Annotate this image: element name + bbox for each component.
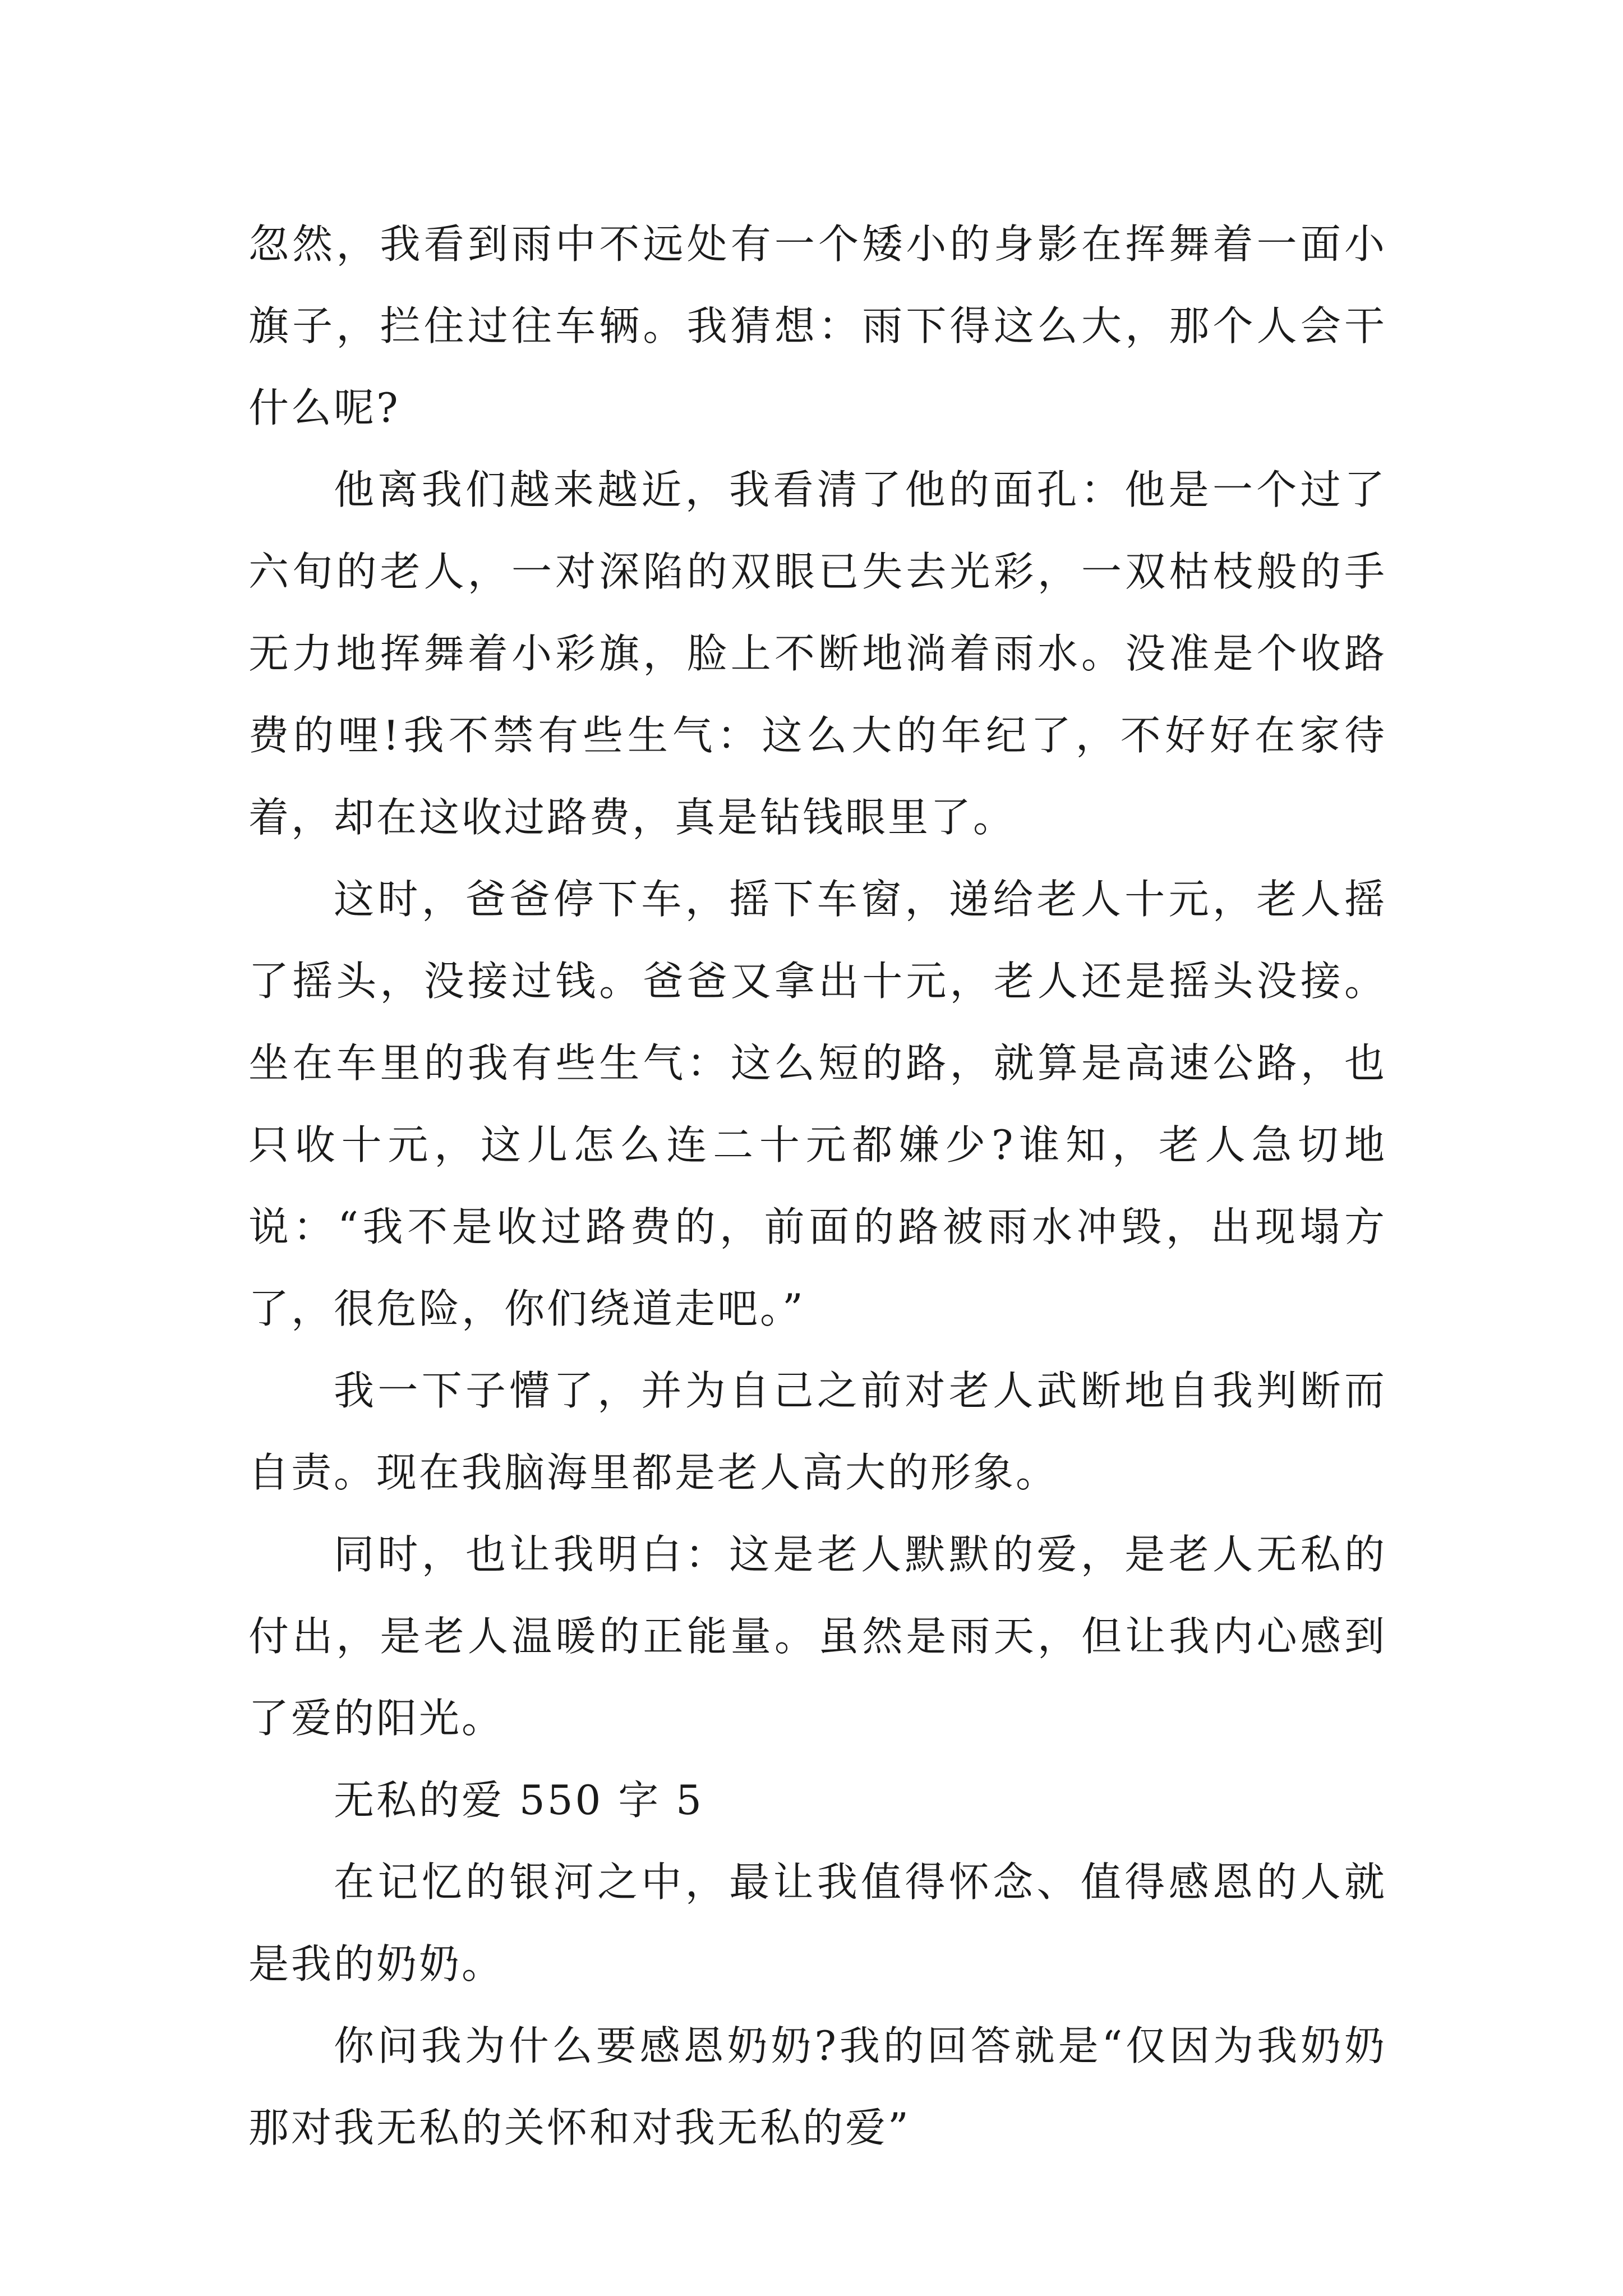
paragraph-3: 这时，爸爸停下车，摇下车窗，递给老人十元，老人摇了摇头，没接过钱。爸爸又拿出十元，老人还是摇头没接。坐在车里的我有些生气：这么短的路，就算是高速公路，也只收十元，这儿怎么连二十元都嫌少?谁知，老人急切地说：“我不是收过路费的，前面的路被雨水冲毁，出现塌方了，很危险，你们绕道走吧。”	[248, 876, 1387, 1332]
paragraph-7: 你问我为什么要感恩奶奶?我的回答就是“仅因为我奶奶那对我无私的关怀和对我无私的爱”	[248, 2022, 1387, 2151]
section-heading: 无私的爱 550 字 5	[334, 1777, 704, 1824]
paragraph-2: 他离我们越来越近，我看清了他的面孔：他是一个过了六旬的老人，一对深陷的双眼已失去光彩，一双枯枝般的手无力地挥舞着小彩旗，脸上不断地淌着雨水。没准是个收路费的哩!我不禁有些生气：这么大的年纪了，不好好在家待着，却在这收过路费，真是钻钱眼里了。	[248, 466, 1387, 841]
paragraph-1: 忽然，我看到雨中不远处有一个矮小的身影在挥舞着一面小旗子，拦住过往车辆。我猜想：雨下得这么大，那个人会干什么呢?	[248, 220, 1387, 431]
paragraph-4: 我一下子懵了，并为自己之前对老人武断地自我判断而自责。现在我脑海里都是老人高大的形象。	[248, 1367, 1387, 1496]
paragraph-5: 同时，也让我明白：这是老人默默的爱，是老人无私的付出，是老人温暖的正能量。虽然是雨天，但让我内心感到了爱的阳光。	[248, 1531, 1387, 1742]
document-body	[248, 203, 1387, 2169]
paragraph-6: 在记忆的银河之中，最让我值得怀念、值得感恩的人就是我的奶奶。	[248, 1858, 1387, 1987]
